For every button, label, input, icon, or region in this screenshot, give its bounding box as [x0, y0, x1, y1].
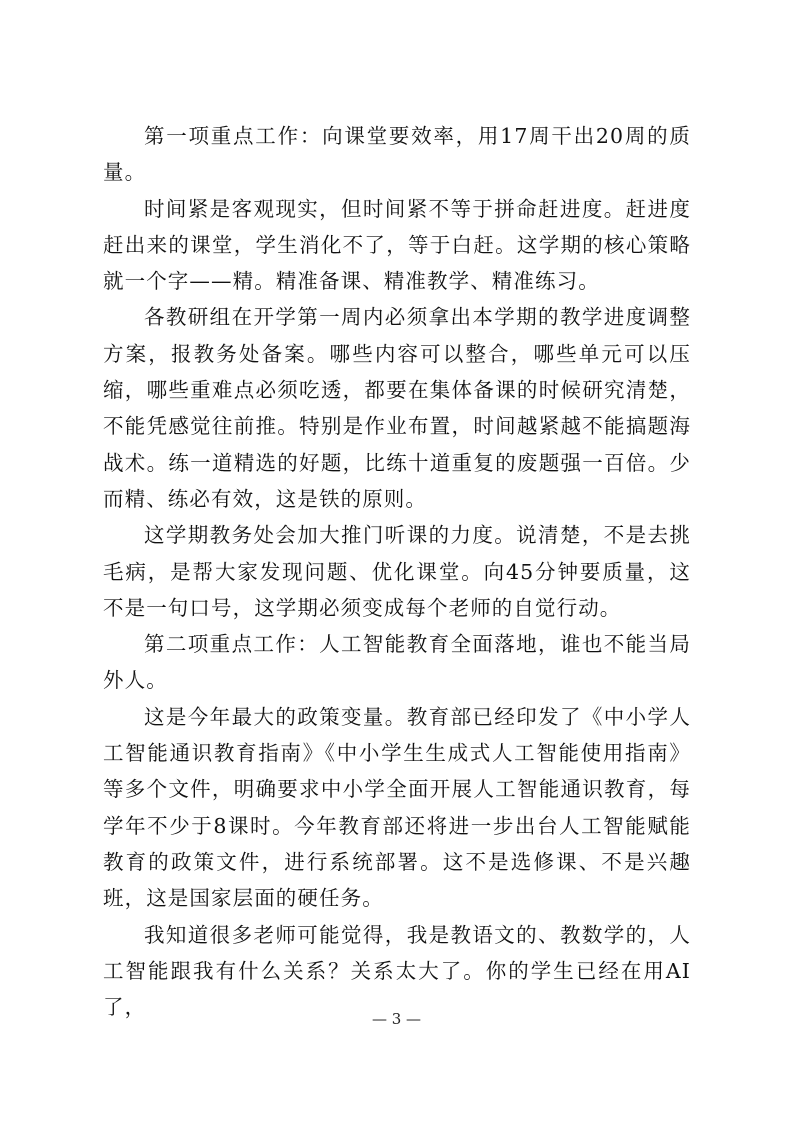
page-number: — 3 —	[371, 1010, 422, 1028]
document-body	[103, 118, 691, 1025]
paragraph-work-item-1-heading: 第一项重点工作：向课堂要效率，用17周干出20周的质量。	[103, 124, 691, 185]
paragraph-classroom-observation: 这学期教务处会加大推门听课的力度。说清楚，不是去挑毛病，是帮大家发现问题、优化课堂。向45分钟要质量，这不是一句口号，这学期必须变成每个老师的自觉行动。	[103, 523, 691, 620]
paragraph-ai-policy: 这是今年最大的政策变量。教育部已经印发了《中小学人工智能通识教育指南》《中小学生生成式人工智能使用指南》等多个文件，明确要求中小学全面开展人工智能通识教育，每学年不少于8课时。今年教育部还将进一步出台人工智能赋能教育的政策文件，进行系统部署。这不是选修课、不是兴趣班，这是国家层面的硬任务。	[103, 704, 691, 911]
paragraph-time-pressure: 时间紧是客观现实，但时间紧不等于拼命赶进度。赶进度赶出来的课堂，学生消化不了，等于白赶。这学期的核心策略就一个字——精。精准备课、精准教学、精准练习。	[103, 196, 691, 294]
paragraph-teaching-progress-plan: 各教研组在开学第一周内必须拿出本学期的教学进度调整方案，报教务处备案。哪些内容可以整合，哪些单元可以压缩，哪些重难点必须吃透，都要在集体备课的时候研究清楚，不能凭感觉往前推。特别是作业布置，时间越紧越不能搞题海战术。练一道精选的好题，比练十道重复的废题强一百倍。少而精、练必有效，这是铁的原则。	[103, 305, 691, 511]
paragraph-work-item-2-heading: 第二项重点工作：人工智能教育全面落地，谁也不能当局外人。	[103, 632, 691, 693]
paragraph-ai-relevance: 我知道很多老师可能觉得，我是教语文的、教数学的，人工智能跟我有什么关系？关系太大了。你的学生已经在用AI了，	[103, 922, 691, 1020]
